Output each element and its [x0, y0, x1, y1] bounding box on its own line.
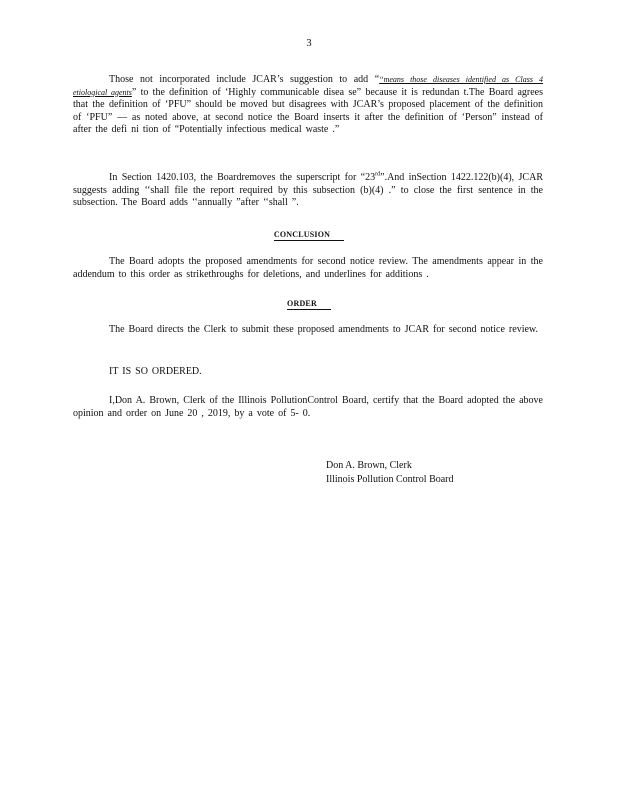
paragraph-certification: I,Don A. Brown, Clerk of the Illinois PollutionControl Board, certify that the Board adopted the above opinion and order on June 20 , 2019, by a vote of 5- 0. [73, 395, 543, 419]
quoted-definition-italic: “means those diseases identified as Class 4 etiological agents [73, 75, 543, 97]
signature-org: Illinois Pollution Control Board [326, 474, 454, 485]
heading-conclusion-text: CONCLUSION [274, 230, 344, 241]
heading-conclusion [0, 229, 618, 242]
paragraph-section-text-b: ”.And inSection 1422.122(b)(4), JCAR suggests adding ‘‘shall file the report required by this subsection (b)(4) .” to close the first sentence in the subsection. The Board adds ‘‘annually ”after ‘‘shall ”. [73, 172, 543, 208]
paragraph-so-ordered: IT IS SO ORDERED. [109, 366, 202, 377]
paragraph-order: The Board directs the Clerk to submit these proposed amendments to JCAR for second notice review. [109, 324, 538, 335]
signature-name: Don A. Brown, Clerk [326, 460, 412, 471]
heading-order-text: ORDER [287, 299, 331, 310]
heading-order [0, 298, 618, 311]
paragraph-jcar-text-a: Those not incorporated include JCAR’s suggestion to add “ [109, 74, 380, 85]
paragraph-section-1420 [73, 172, 543, 210]
paragraph-section-text-a: In Section 1420.103, the Boardremoves the superscript for “23 [109, 172, 376, 183]
signature-block [326, 459, 546, 487]
superscript-rd: rd [375, 171, 381, 178]
paragraph-jcar-suggestion [73, 74, 543, 137]
paragraph-jcar-text-b: ” to the definition of ‘Highly communicable disea se” because it is redundan t.The Board agrees that the definition of ‘PFU” should be moved but disagrees with JCAR’s proposed placement of the definition of ‘PFU” — as noted above, at second notice the Board inserts it after the definition of ‘Person” instead of after the defi ni tion of “Potentially infectious medical waste .” [73, 86, 543, 135]
page-number: 3 [306, 38, 312, 49]
paragraph-conclusion: The Board adopts the proposed amendments for second notice review. The amendments appear in the addendum to this order as strikethroughs for deletions, and underlines for additions . [73, 256, 543, 280]
